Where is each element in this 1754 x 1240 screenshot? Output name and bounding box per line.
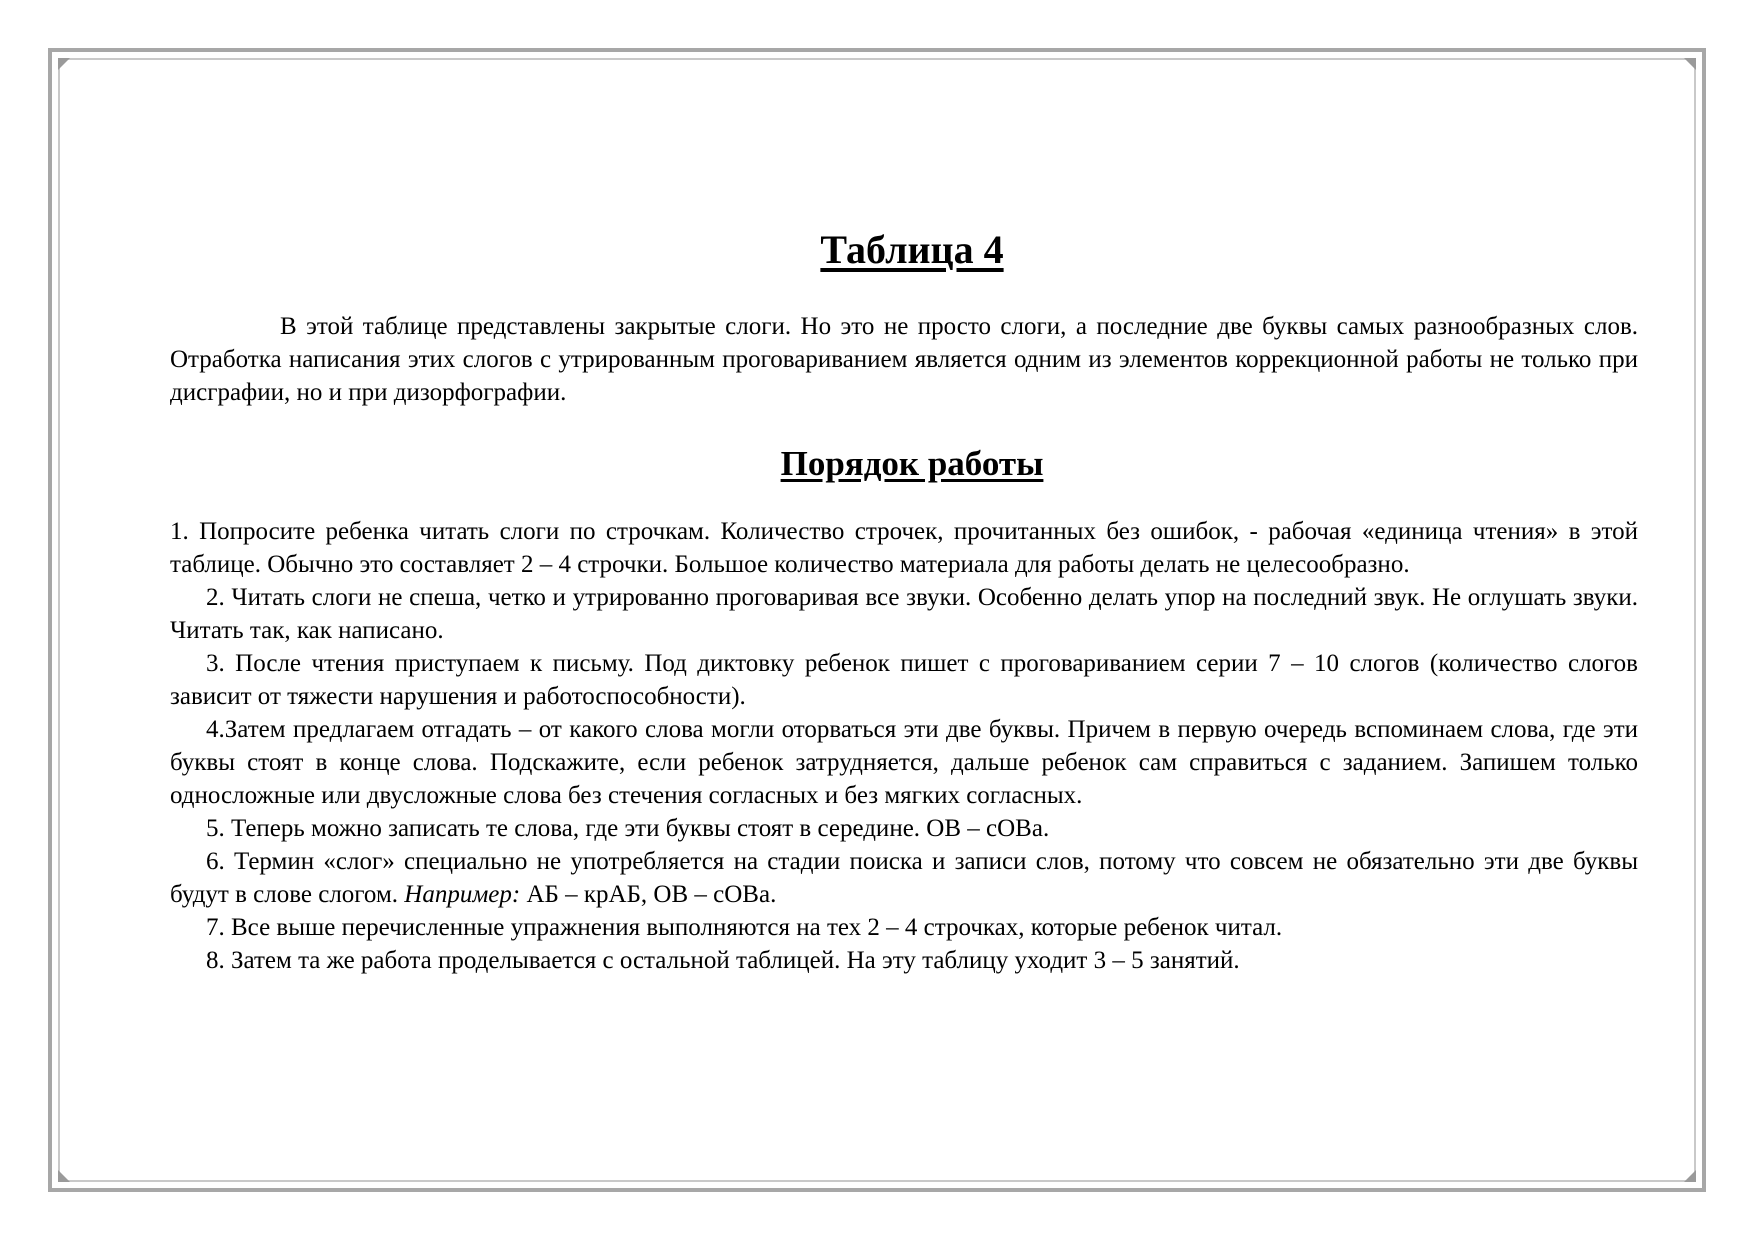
corner-ornament-bottom-right [1684,1170,1696,1182]
step-5: 5. Теперь можно записать те слова, где эти буквы стоят в середине. ОВ – сОВа. [206,815,1050,842]
step-3: 3. После чтения приступаем к письму. Под диктовку ребенок пишет с проговариванием серии 7 – 10 слогов (количество слогов зависит от тяжести нарушения и работоспособности). [170,650,1638,710]
step-6-text: 6. Термин «слог» специально не употребляется на стадии поиска и записи слов, потому что совсем не обязательно эти две буквы будут в слове слогом. [170,848,1638,908]
step-4: 4.Затем предлагаем отгадать – от какого слова могли оторваться эти две буквы. Причем в первую очередь вспоминаем слова, где эти буквы стоят в конце слова. Подскажите, если ребенок затрудняется, дальше ребенок сам справиться с заданием. Запишем только односложные или двусложные слова без стечения согласных и без мягких согласных. [170,716,1638,809]
step-2: 2. Читать слоги не спеша, четко и утрированно проговаривая все звуки. Особенно делать упор на последний звук. Не оглушать звуки. Читать так, как написано. [170,584,1638,644]
step-1: 1. Попросите ребенка читать слоги по строчкам. Количество строчек, прочитанных без ошибок, - рабочая «единица чтения» в этой таблице. Обычно это составляет 2 – 4 строчки. Большое количество материала для работы делать не целесообразно. [170,518,1638,578]
intro-paragraph: В этой таблице представлены закрытые слоги. Но это не просто слоги, а последние две буквы самых разнообразных слов. Отработка написания этих слогов с утрированным проговариванием является одним из элементов коррекционной работы не только при дисграфии, но и при дизорфографии. [170,313,1638,406]
corner-ornament-bottom-left [58,1170,70,1182]
section-title: Порядок работы [780,444,1044,483]
step-6 [170,845,1638,911]
page-title: Таблица 4 [820,227,1004,272]
steps-list [170,515,1638,977]
corner-ornament-top-right [1684,58,1696,70]
corner-ornament-top-left [58,58,70,70]
step-6-example-label: Например: [404,881,521,908]
step-8: 8. Затем та же работа проделывается с остальной таблицей. На эту таблицу уходит 3 – 5 занятий. [206,947,1240,974]
document-content [170,228,1638,977]
step-6-example-text: АБ – крАБ, ОВ – сОВа. [526,881,777,908]
step-7: 7. Все выше перечисленные упражнения выполняются на тех 2 – 4 строчках, которые ребенок читал. [206,914,1283,941]
